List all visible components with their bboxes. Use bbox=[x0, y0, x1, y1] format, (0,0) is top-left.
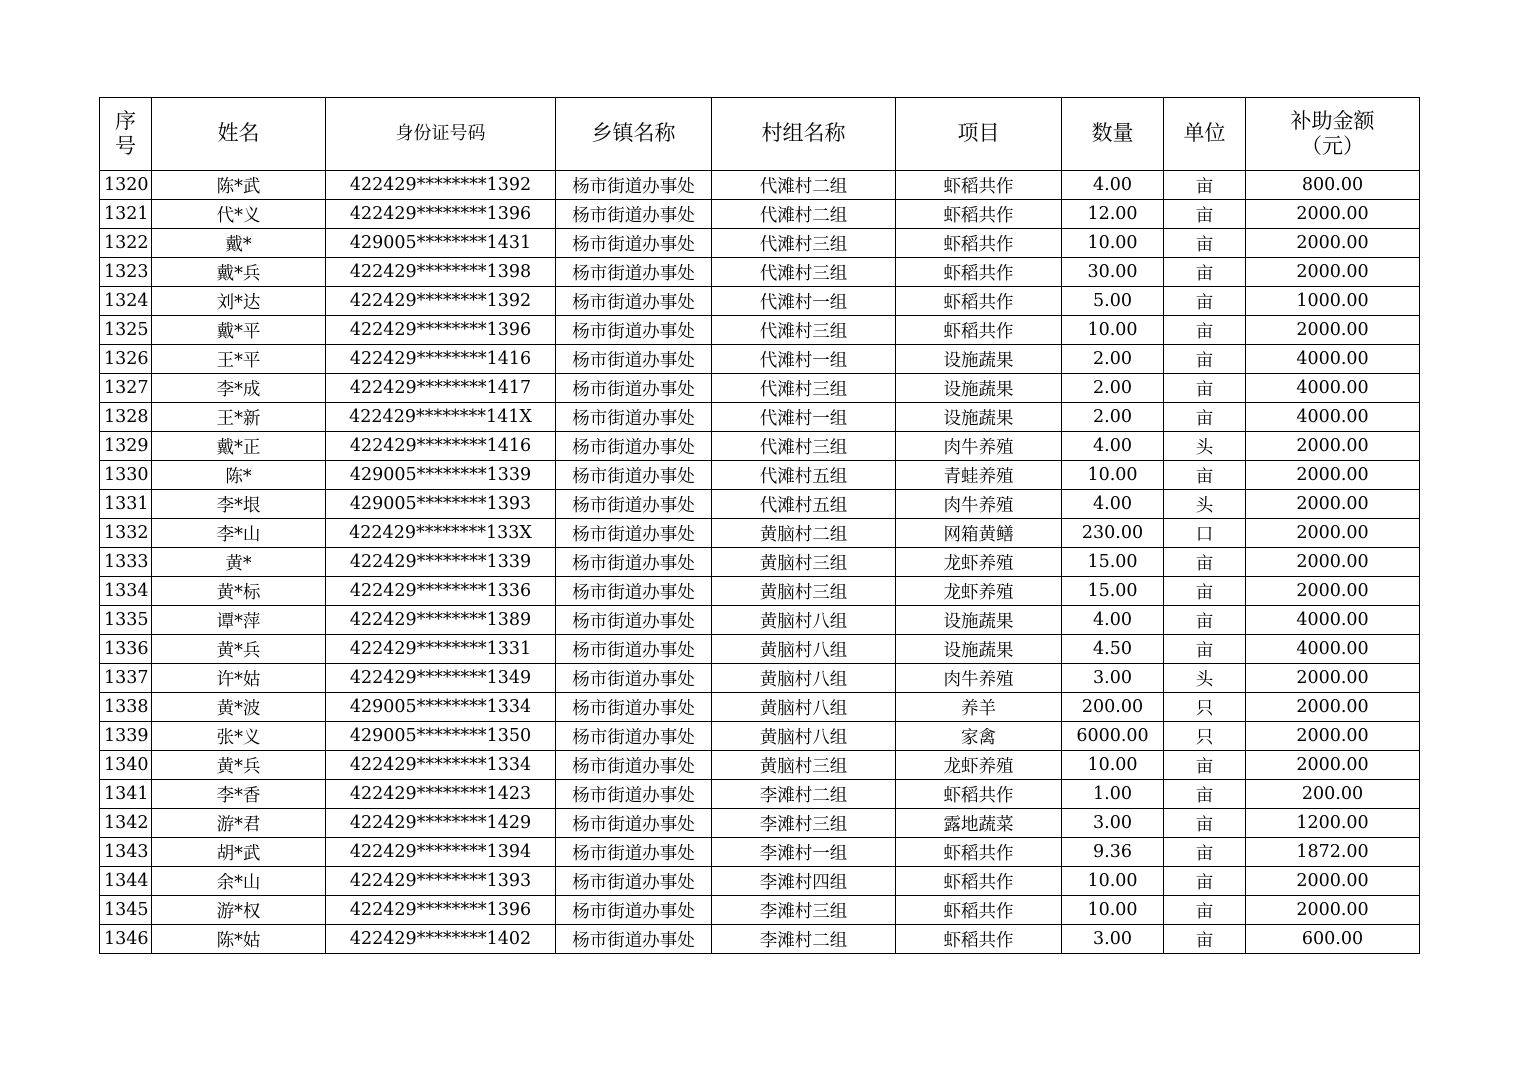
table-row bbox=[100, 461, 1420, 490]
table-row bbox=[100, 316, 1420, 345]
cell-qty: 15.00 bbox=[1062, 577, 1164, 606]
cell-name: 胡*武 bbox=[152, 838, 326, 867]
cell-id: 422429********133X bbox=[326, 519, 556, 548]
cell-qty: 3.00 bbox=[1062, 925, 1164, 954]
cell-project: 虾稻共作 bbox=[896, 171, 1062, 200]
cell-town: 杨市街道办事处 bbox=[556, 606, 712, 635]
cell-qty: 2.00 bbox=[1062, 374, 1164, 403]
cell-project: 家禽 bbox=[896, 722, 1062, 751]
cell-seq: 1336 bbox=[100, 635, 152, 664]
cell-name: 余*山 bbox=[152, 867, 326, 896]
cell-seq: 1346 bbox=[100, 925, 152, 954]
table-row bbox=[100, 896, 1420, 925]
cell-name: 黄* bbox=[152, 548, 326, 577]
cell-unit: 亩 bbox=[1164, 925, 1246, 954]
cell-qty: 2.00 bbox=[1062, 403, 1164, 432]
cell-project: 设施蔬果 bbox=[896, 345, 1062, 374]
cell-project: 龙虾养殖 bbox=[896, 751, 1062, 780]
cell-unit: 亩 bbox=[1164, 403, 1246, 432]
cell-village: 李滩村三组 bbox=[712, 896, 896, 925]
cell-seq: 1343 bbox=[100, 838, 152, 867]
cell-seq: 1330 bbox=[100, 461, 152, 490]
cell-amount: 2000.00 bbox=[1246, 461, 1420, 490]
cell-name: 陈* bbox=[152, 461, 326, 490]
cell-project: 网箱黄鳝 bbox=[896, 519, 1062, 548]
cell-amount: 4000.00 bbox=[1246, 606, 1420, 635]
cell-unit: 亩 bbox=[1164, 867, 1246, 896]
cell-qty: 10.00 bbox=[1062, 229, 1164, 258]
cell-amount: 2000.00 bbox=[1246, 548, 1420, 577]
header-name: 姓名 bbox=[152, 98, 326, 171]
cell-qty: 4.00 bbox=[1062, 171, 1164, 200]
cell-town: 杨市街道办事处 bbox=[556, 403, 712, 432]
cell-qty: 2.00 bbox=[1062, 345, 1164, 374]
cell-id: 422429********1416 bbox=[326, 432, 556, 461]
cell-project: 肉牛养殖 bbox=[896, 664, 1062, 693]
cell-seq: 1338 bbox=[100, 693, 152, 722]
cell-town: 杨市街道办事处 bbox=[556, 751, 712, 780]
cell-seq: 1331 bbox=[100, 490, 152, 519]
cell-qty: 4.00 bbox=[1062, 606, 1164, 635]
cell-id: 429005********1350 bbox=[326, 722, 556, 751]
cell-id: 429005********1393 bbox=[326, 490, 556, 519]
cell-unit: 只 bbox=[1164, 693, 1246, 722]
cell-amount: 200.00 bbox=[1246, 780, 1420, 809]
cell-town: 杨市街道办事处 bbox=[556, 287, 712, 316]
cell-project: 肉牛养殖 bbox=[896, 432, 1062, 461]
cell-qty: 6000.00 bbox=[1062, 722, 1164, 751]
table-row bbox=[100, 345, 1420, 374]
cell-village: 李滩村三组 bbox=[712, 809, 896, 838]
cell-project: 虾稻共作 bbox=[896, 780, 1062, 809]
cell-qty: 4.50 bbox=[1062, 635, 1164, 664]
cell-village: 代滩村一组 bbox=[712, 345, 896, 374]
cell-village: 代滩村三组 bbox=[712, 316, 896, 345]
cell-project: 露地蔬菜 bbox=[896, 809, 1062, 838]
cell-seq: 1324 bbox=[100, 287, 152, 316]
cell-amount: 2000.00 bbox=[1246, 896, 1420, 925]
header-village: 村组名称 bbox=[712, 98, 896, 171]
cell-seq: 1320 bbox=[100, 171, 152, 200]
cell-qty: 10.00 bbox=[1062, 896, 1164, 925]
cell-id: 429005********1334 bbox=[326, 693, 556, 722]
cell-seq: 1334 bbox=[100, 577, 152, 606]
cell-amount: 2000.00 bbox=[1246, 229, 1420, 258]
cell-seq: 1333 bbox=[100, 548, 152, 577]
cell-seq: 1345 bbox=[100, 896, 152, 925]
cell-village: 代滩村一组 bbox=[712, 403, 896, 432]
header-unit: 单位 bbox=[1164, 98, 1246, 171]
cell-unit: 亩 bbox=[1164, 635, 1246, 664]
header-qty: 数量 bbox=[1062, 98, 1164, 171]
table-row bbox=[100, 548, 1420, 577]
cell-name: 代*义 bbox=[152, 200, 326, 229]
cell-amount: 2000.00 bbox=[1246, 258, 1420, 287]
cell-id: 422429********1331 bbox=[326, 635, 556, 664]
cell-village: 黄脑村三组 bbox=[712, 577, 896, 606]
cell-unit: 亩 bbox=[1164, 171, 1246, 200]
cell-unit: 亩 bbox=[1164, 258, 1246, 287]
cell-seq: 1337 bbox=[100, 664, 152, 693]
cell-name: 游*君 bbox=[152, 809, 326, 838]
cell-unit: 亩 bbox=[1164, 287, 1246, 316]
cell-amount: 2000.00 bbox=[1246, 490, 1420, 519]
cell-unit: 只 bbox=[1164, 722, 1246, 751]
cell-id: 422429********1416 bbox=[326, 345, 556, 374]
cell-qty: 5.00 bbox=[1062, 287, 1164, 316]
cell-id: 422429********1417 bbox=[326, 374, 556, 403]
cell-project: 虾稻共作 bbox=[896, 258, 1062, 287]
cell-village: 黄脑村三组 bbox=[712, 548, 896, 577]
cell-id: 422429********141X bbox=[326, 403, 556, 432]
cell-name: 戴* bbox=[152, 229, 326, 258]
table-header bbox=[100, 98, 1420, 171]
cell-name: 黄*兵 bbox=[152, 635, 326, 664]
cell-amount: 2000.00 bbox=[1246, 200, 1420, 229]
cell-amount: 2000.00 bbox=[1246, 519, 1420, 548]
cell-qty: 3.00 bbox=[1062, 664, 1164, 693]
cell-town: 杨市街道办事处 bbox=[556, 722, 712, 751]
cell-amount: 1872.00 bbox=[1246, 838, 1420, 867]
cell-seq: 1322 bbox=[100, 229, 152, 258]
cell-seq: 1321 bbox=[100, 200, 152, 229]
cell-name: 李*成 bbox=[152, 374, 326, 403]
table-row bbox=[100, 780, 1420, 809]
table-body bbox=[100, 171, 1420, 954]
cell-town: 杨市街道办事处 bbox=[556, 345, 712, 374]
table-row bbox=[100, 577, 1420, 606]
cell-town: 杨市街道办事处 bbox=[556, 229, 712, 258]
cell-town: 杨市街道办事处 bbox=[556, 374, 712, 403]
cell-name: 刘*达 bbox=[152, 287, 326, 316]
cell-amount: 600.00 bbox=[1246, 925, 1420, 954]
cell-seq: 1326 bbox=[100, 345, 152, 374]
cell-id: 422429********1389 bbox=[326, 606, 556, 635]
cell-town: 杨市街道办事处 bbox=[556, 809, 712, 838]
cell-unit: 头 bbox=[1164, 490, 1246, 519]
cell-village: 代滩村三组 bbox=[712, 432, 896, 461]
cell-town: 杨市街道办事处 bbox=[556, 577, 712, 606]
cell-amount: 2000.00 bbox=[1246, 432, 1420, 461]
cell-project: 虾稻共作 bbox=[896, 867, 1062, 896]
cell-id: 429005********1431 bbox=[326, 229, 556, 258]
cell-unit: 亩 bbox=[1164, 896, 1246, 925]
cell-qty: 15.00 bbox=[1062, 548, 1164, 577]
table-row bbox=[100, 664, 1420, 693]
cell-name: 王*平 bbox=[152, 345, 326, 374]
header-amount: 补助金额（元） bbox=[1246, 98, 1420, 171]
cell-town: 杨市街道办事处 bbox=[556, 490, 712, 519]
cell-village: 黄脑村八组 bbox=[712, 693, 896, 722]
cell-village: 代滩村五组 bbox=[712, 461, 896, 490]
cell-village: 黄脑村二组 bbox=[712, 519, 896, 548]
cell-amount: 4000.00 bbox=[1246, 374, 1420, 403]
cell-id: 422429********1392 bbox=[326, 287, 556, 316]
table-row bbox=[100, 606, 1420, 635]
cell-town: 杨市街道办事处 bbox=[556, 432, 712, 461]
cell-name: 张*义 bbox=[152, 722, 326, 751]
cell-project: 设施蔬果 bbox=[896, 606, 1062, 635]
cell-qty: 9.36 bbox=[1062, 838, 1164, 867]
cell-amount: 4000.00 bbox=[1246, 345, 1420, 374]
cell-qty: 10.00 bbox=[1062, 867, 1164, 896]
cell-name: 李*垠 bbox=[152, 490, 326, 519]
table-row bbox=[100, 490, 1420, 519]
table-row bbox=[100, 722, 1420, 751]
cell-qty: 4.00 bbox=[1062, 432, 1164, 461]
cell-amount: 2000.00 bbox=[1246, 577, 1420, 606]
cell-village: 李滩村四组 bbox=[712, 867, 896, 896]
cell-village: 黄脑村八组 bbox=[712, 606, 896, 635]
cell-amount: 4000.00 bbox=[1246, 635, 1420, 664]
table-row bbox=[100, 693, 1420, 722]
cell-project: 虾稻共作 bbox=[896, 838, 1062, 867]
cell-town: 杨市街道办事处 bbox=[556, 896, 712, 925]
cell-amount: 4000.00 bbox=[1246, 403, 1420, 432]
table-row bbox=[100, 287, 1420, 316]
cell-seq: 1340 bbox=[100, 751, 152, 780]
cell-name: 谭*萍 bbox=[152, 606, 326, 635]
cell-project: 虾稻共作 bbox=[896, 287, 1062, 316]
cell-seq: 1332 bbox=[100, 519, 152, 548]
table-row bbox=[100, 809, 1420, 838]
cell-unit: 头 bbox=[1164, 664, 1246, 693]
cell-project: 设施蔬果 bbox=[896, 635, 1062, 664]
cell-project: 虾稻共作 bbox=[896, 925, 1062, 954]
cell-town: 杨市街道办事处 bbox=[556, 925, 712, 954]
cell-amount: 2000.00 bbox=[1246, 867, 1420, 896]
cell-name: 游*权 bbox=[152, 896, 326, 925]
header-id: 身份证号码 bbox=[326, 98, 556, 171]
cell-name: 李*香 bbox=[152, 780, 326, 809]
cell-qty: 10.00 bbox=[1062, 316, 1164, 345]
cell-project: 虾稻共作 bbox=[896, 229, 1062, 258]
cell-town: 杨市街道办事处 bbox=[556, 780, 712, 809]
cell-project: 虾稻共作 bbox=[896, 316, 1062, 345]
cell-id: 422429********1339 bbox=[326, 548, 556, 577]
cell-id: 422429********1394 bbox=[326, 838, 556, 867]
cell-name: 李*山 bbox=[152, 519, 326, 548]
table-row bbox=[100, 171, 1420, 200]
cell-amount: 800.00 bbox=[1246, 171, 1420, 200]
cell-id: 422429********1392 bbox=[326, 171, 556, 200]
cell-seq: 1323 bbox=[100, 258, 152, 287]
cell-project: 设施蔬果 bbox=[896, 403, 1062, 432]
cell-unit: 亩 bbox=[1164, 809, 1246, 838]
cell-town: 杨市街道办事处 bbox=[556, 461, 712, 490]
cell-village: 代滩村二组 bbox=[712, 200, 896, 229]
cell-amount: 2000.00 bbox=[1246, 316, 1420, 345]
cell-village: 代滩村一组 bbox=[712, 287, 896, 316]
cell-seq: 1325 bbox=[100, 316, 152, 345]
cell-qty: 10.00 bbox=[1062, 461, 1164, 490]
cell-village: 代滩村五组 bbox=[712, 490, 896, 519]
cell-qty: 230.00 bbox=[1062, 519, 1164, 548]
cell-village: 黄脑村八组 bbox=[712, 664, 896, 693]
cell-village: 李滩村二组 bbox=[712, 780, 896, 809]
cell-id: 422429********1402 bbox=[326, 925, 556, 954]
subsidy-table-sheet bbox=[99, 97, 1419, 954]
cell-town: 杨市街道办事处 bbox=[556, 316, 712, 345]
cell-town: 杨市街道办事处 bbox=[556, 258, 712, 287]
cell-project: 虾稻共作 bbox=[896, 896, 1062, 925]
table-row bbox=[100, 838, 1420, 867]
cell-qty: 200.00 bbox=[1062, 693, 1164, 722]
cell-unit: 亩 bbox=[1164, 200, 1246, 229]
cell-seq: 1339 bbox=[100, 722, 152, 751]
table-row bbox=[100, 751, 1420, 780]
cell-id: 429005********1339 bbox=[326, 461, 556, 490]
cell-name: 戴*正 bbox=[152, 432, 326, 461]
header-project: 项目 bbox=[896, 98, 1062, 171]
cell-town: 杨市街道办事处 bbox=[556, 548, 712, 577]
cell-seq: 1327 bbox=[100, 374, 152, 403]
cell-town: 杨市街道办事处 bbox=[556, 200, 712, 229]
cell-town: 杨市街道办事处 bbox=[556, 693, 712, 722]
cell-amount: 1200.00 bbox=[1246, 809, 1420, 838]
table-row bbox=[100, 200, 1420, 229]
cell-unit: 亩 bbox=[1164, 751, 1246, 780]
cell-qty: 12.00 bbox=[1062, 200, 1164, 229]
cell-amount: 2000.00 bbox=[1246, 722, 1420, 751]
cell-unit: 亩 bbox=[1164, 548, 1246, 577]
table-row bbox=[100, 519, 1420, 548]
cell-town: 杨市街道办事处 bbox=[556, 635, 712, 664]
cell-project: 养羊 bbox=[896, 693, 1062, 722]
cell-name: 戴*平 bbox=[152, 316, 326, 345]
cell-qty: 3.00 bbox=[1062, 809, 1164, 838]
cell-project: 设施蔬果 bbox=[896, 374, 1062, 403]
cell-town: 杨市街道办事处 bbox=[556, 867, 712, 896]
table-row bbox=[100, 432, 1420, 461]
cell-unit: 亩 bbox=[1164, 229, 1246, 258]
table-row bbox=[100, 229, 1420, 258]
cell-amount: 1000.00 bbox=[1246, 287, 1420, 316]
cell-village: 代滩村三组 bbox=[712, 229, 896, 258]
cell-name: 戴*兵 bbox=[152, 258, 326, 287]
cell-id: 422429********1349 bbox=[326, 664, 556, 693]
cell-id: 422429********1429 bbox=[326, 809, 556, 838]
cell-qty: 30.00 bbox=[1062, 258, 1164, 287]
cell-name: 黄*标 bbox=[152, 577, 326, 606]
table-row bbox=[100, 925, 1420, 954]
cell-name: 陈*姑 bbox=[152, 925, 326, 954]
cell-village: 代滩村二组 bbox=[712, 171, 896, 200]
cell-qty: 4.00 bbox=[1062, 490, 1164, 519]
cell-village: 李滩村一组 bbox=[712, 838, 896, 867]
cell-id: 422429********1396 bbox=[326, 316, 556, 345]
table-row bbox=[100, 403, 1420, 432]
cell-village: 代滩村三组 bbox=[712, 258, 896, 287]
cell-unit: 亩 bbox=[1164, 577, 1246, 606]
cell-unit: 口 bbox=[1164, 519, 1246, 548]
header-row bbox=[100, 98, 1420, 171]
cell-unit: 亩 bbox=[1164, 780, 1246, 809]
cell-town: 杨市街道办事处 bbox=[556, 519, 712, 548]
cell-project: 龙虾养殖 bbox=[896, 548, 1062, 577]
cell-project: 龙虾养殖 bbox=[896, 577, 1062, 606]
cell-name: 陈*武 bbox=[152, 171, 326, 200]
cell-unit: 亩 bbox=[1164, 461, 1246, 490]
cell-id: 422429********1334 bbox=[326, 751, 556, 780]
cell-village: 黄脑村八组 bbox=[712, 722, 896, 751]
cell-seq: 1341 bbox=[100, 780, 152, 809]
cell-town: 杨市街道办事处 bbox=[556, 838, 712, 867]
cell-id: 422429********1423 bbox=[326, 780, 556, 809]
cell-unit: 亩 bbox=[1164, 374, 1246, 403]
cell-seq: 1344 bbox=[100, 867, 152, 896]
cell-seq: 1329 bbox=[100, 432, 152, 461]
cell-id: 422429********1398 bbox=[326, 258, 556, 287]
cell-project: 肉牛养殖 bbox=[896, 490, 1062, 519]
cell-unit: 亩 bbox=[1164, 606, 1246, 635]
cell-name: 黄*波 bbox=[152, 693, 326, 722]
cell-project: 青蛙养殖 bbox=[896, 461, 1062, 490]
cell-town: 杨市街道办事处 bbox=[556, 664, 712, 693]
cell-amount: 2000.00 bbox=[1246, 693, 1420, 722]
header-town: 乡镇名称 bbox=[556, 98, 712, 171]
cell-seq: 1328 bbox=[100, 403, 152, 432]
subsidy-table bbox=[99, 97, 1420, 954]
cell-id: 422429********1393 bbox=[326, 867, 556, 896]
table-row bbox=[100, 258, 1420, 287]
cell-unit: 亩 bbox=[1164, 838, 1246, 867]
cell-name: 许*姑 bbox=[152, 664, 326, 693]
table-row bbox=[100, 867, 1420, 896]
cell-name: 黄*兵 bbox=[152, 751, 326, 780]
table-row bbox=[100, 635, 1420, 664]
cell-id: 422429********1336 bbox=[326, 577, 556, 606]
table-row bbox=[100, 374, 1420, 403]
cell-unit: 亩 bbox=[1164, 316, 1246, 345]
cell-village: 李滩村二组 bbox=[712, 925, 896, 954]
cell-village: 代滩村三组 bbox=[712, 374, 896, 403]
cell-project: 虾稻共作 bbox=[896, 200, 1062, 229]
cell-amount: 2000.00 bbox=[1246, 664, 1420, 693]
cell-unit: 头 bbox=[1164, 432, 1246, 461]
cell-amount: 2000.00 bbox=[1246, 751, 1420, 780]
cell-id: 422429********1396 bbox=[326, 896, 556, 925]
header-seq: 序号 bbox=[100, 98, 152, 171]
cell-unit: 亩 bbox=[1164, 345, 1246, 374]
cell-village: 黄脑村三组 bbox=[712, 751, 896, 780]
cell-town: 杨市街道办事处 bbox=[556, 171, 712, 200]
cell-name: 王*新 bbox=[152, 403, 326, 432]
cell-seq: 1335 bbox=[100, 606, 152, 635]
cell-qty: 10.00 bbox=[1062, 751, 1164, 780]
cell-seq: 1342 bbox=[100, 809, 152, 838]
cell-id: 422429********1396 bbox=[326, 200, 556, 229]
cell-village: 黄脑村八组 bbox=[712, 635, 896, 664]
cell-qty: 1.00 bbox=[1062, 780, 1164, 809]
